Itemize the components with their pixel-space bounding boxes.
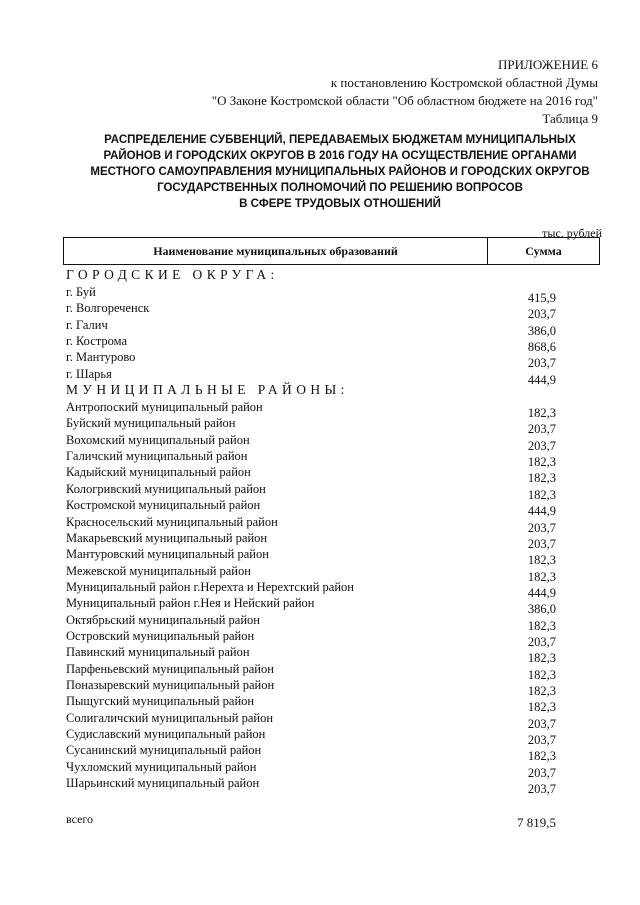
subsidy-amount: 203,7 [527, 765, 556, 780]
column-header-name: Наименование муниципальных образований [64, 238, 488, 264]
table-row [66, 596, 556, 617]
municipality-name: Парфеньевский муниципальный район [66, 661, 274, 676]
municipality-name: г. Мантурово [66, 350, 136, 365]
municipality-name: Пыщугский муниципальный район [66, 694, 255, 709]
table-row [66, 334, 556, 355]
column-header-sum: Сумма [525, 243, 562, 258]
subsidy-amount: 182,3 [527, 700, 556, 715]
resolution-reference: к постановлению Костромской областной Думы [330, 75, 598, 90]
table-row [66, 776, 556, 796]
table-row [66, 285, 556, 305]
table-row [66, 400, 556, 420]
subsidy-amount: 203,7 [527, 782, 556, 796]
table-row [66, 612, 556, 633]
municipality-name: Муниципальный район г.Нея и Нейский район [66, 596, 315, 611]
municipality-name: г. Буй [66, 285, 96, 299]
municipality-name: Кадыйский муниципальный район [66, 465, 251, 480]
subsidy-amount: 444,9 [527, 585, 556, 600]
table-row [66, 661, 556, 682]
subsidy-amount: 868,6 [527, 340, 556, 355]
municipality-name: Муниципальный район г.Нерехта и Нерехтский район [66, 579, 354, 594]
table-row [66, 432, 556, 453]
title-line: В СФЕРЕ ТРУДОВЫХ ОТНОШЕНИЙ [239, 198, 441, 210]
subsidy-amount: 203,7 [527, 438, 556, 453]
municipality-name: Вохомский муниципальный район [66, 432, 250, 447]
table-row [66, 317, 556, 338]
subsidy-amount: 415,9 [527, 291, 556, 305]
table-row [66, 514, 556, 535]
subsidy-amount: 203,7 [527, 356, 556, 371]
title-line: ГОСУДАРСТВЕННЫХ ПОЛНОМОЧИЙ ПО РЕШЕНИЮ ВОПРОСОВ [157, 182, 523, 194]
subsidy-amount: 203,7 [527, 422, 556, 437]
subsidy-amount: 182,3 [527, 455, 556, 470]
subsidy-amount: 203,7 [527, 716, 556, 731]
subsidy-amount: 444,9 [527, 372, 556, 387]
table-row [66, 350, 556, 371]
municipality-name: Галичский муниципальный район [66, 449, 248, 464]
document-title [40, 132, 640, 212]
law-reference: "О Законе Костромской области "Об областном бюджете на 2016 год" [211, 93, 598, 108]
table-row [66, 449, 556, 470]
section-heading: ГОРОДСКИЕ ОКРУГА: [66, 267, 279, 282]
municipality-name: Островский муниципальный район [66, 628, 255, 643]
subsidy-amount: 203,7 [527, 307, 556, 322]
municipality-name: Кологривский муниципальный район [66, 481, 266, 496]
appendix-number: ПРИЛОЖЕНИЕ 6 [498, 57, 598, 72]
subsidy-amount: 444,9 [527, 504, 556, 519]
table-row [66, 563, 556, 584]
table-row [66, 481, 556, 502]
municipality-name: Мантуровский муниципальный район [66, 547, 269, 562]
table-row [66, 416, 556, 437]
municipality-name: Поназыревский муниципальный район [66, 678, 275, 692]
subsidy-amount: 386,0 [527, 323, 556, 338]
section-heading: МУНИЦИПАЛЬНЫЕ РАЙОНЫ: [66, 382, 349, 397]
municipality-name: Павинский муниципальный район [66, 645, 250, 660]
subsidy-amount: 203,7 [527, 634, 556, 649]
table-row [66, 465, 556, 486]
municipality-name: г. Галич [66, 317, 108, 332]
units-label: тыс. рублей [542, 226, 602, 240]
table-number: Таблица 9 [542, 111, 598, 126]
title-line: РАЙОНОВ И ГОРОДСКИХ ОКРУГОВ В 2016 ГОДУ НА ОСУЩЕСТВЛЕНИЕ ОРГАНАМИ [103, 150, 577, 162]
subsidy-amount: 203,7 [527, 520, 556, 535]
table-row [66, 498, 556, 519]
table-row [66, 678, 556, 698]
table-row [66, 694, 556, 715]
subsidy-amount: 182,3 [527, 684, 556, 698]
municipality-name: Буйский муниципальный район [66, 416, 236, 431]
subsidy-amount: 182,3 [527, 487, 556, 502]
subsidy-amount: 182,3 [527, 618, 556, 633]
total-label: всего [66, 812, 94, 826]
subsidy-amount: 182,3 [527, 667, 556, 682]
table-row [66, 727, 556, 747]
municipality-name: Судиславский муниципальный район [66, 727, 266, 741]
municipality-name: Чухломский муниципальный район [66, 759, 257, 774]
subsidy-amount: 203,7 [527, 733, 556, 747]
table-row [66, 366, 556, 387]
subsidy-amount: 182,3 [527, 651, 556, 666]
municipality-name: Красносельский муниципальный район [66, 514, 278, 529]
municipality-name: Сусанинский муниципальный район [66, 743, 262, 758]
table-row [66, 547, 556, 568]
subsidy-amount: 386,0 [527, 602, 556, 617]
municipality-name: Макарьевский муниципальный район [66, 530, 268, 545]
municipality-name: г. Шарья [66, 366, 112, 381]
subsidy-amount: 203,7 [527, 536, 556, 551]
subsidy-amount: 182,3 [527, 553, 556, 568]
table-row [66, 628, 556, 649]
table-row [66, 645, 556, 666]
municipality-name: Октябрьский муниципальный район [66, 612, 260, 627]
municipality-name: Шарьинский муниципальный район [66, 776, 260, 790]
municipality-name: г. Кострома [66, 334, 128, 349]
municipality-name: Антропоский муниципальный район [66, 400, 263, 414]
municipality-name: Костромской муниципальный район [66, 498, 261, 513]
municipality-name: Солигаличский муниципальный район [66, 710, 274, 725]
subsidy-amount: 182,3 [527, 569, 556, 584]
municipality-name: Межевской муниципальный район [66, 563, 251, 578]
total-value: 7 819,5 [517, 815, 556, 830]
title-line: РАСПРЕДЕЛЕНИЕ СУБВЕНЦИЙ, ПЕРЕДАВАЕМЫХ БЮДЖЕТАМ МУНИЦИПАЛЬНЫХ [104, 134, 576, 146]
table-row [66, 301, 556, 322]
subsidy-amount: 182,3 [527, 749, 556, 764]
table-row [66, 743, 556, 764]
table-row [66, 530, 556, 551]
table-header [63, 237, 600, 265]
subsidy-amount: 182,3 [527, 471, 556, 486]
table-row [66, 759, 556, 780]
table-row [66, 710, 556, 731]
title-line: МЕСТНОГО САМОУПРАВЛЕНИЯ МУНИЦИПАЛЬНЫХ РАЙОНОВ И ГОРОДСКИХ ОКРУГОВ [90, 166, 590, 178]
municipality-name: г. Волгореченск [66, 301, 150, 316]
table-row [66, 579, 556, 600]
subsidy-amount: 182,3 [527, 406, 556, 420]
